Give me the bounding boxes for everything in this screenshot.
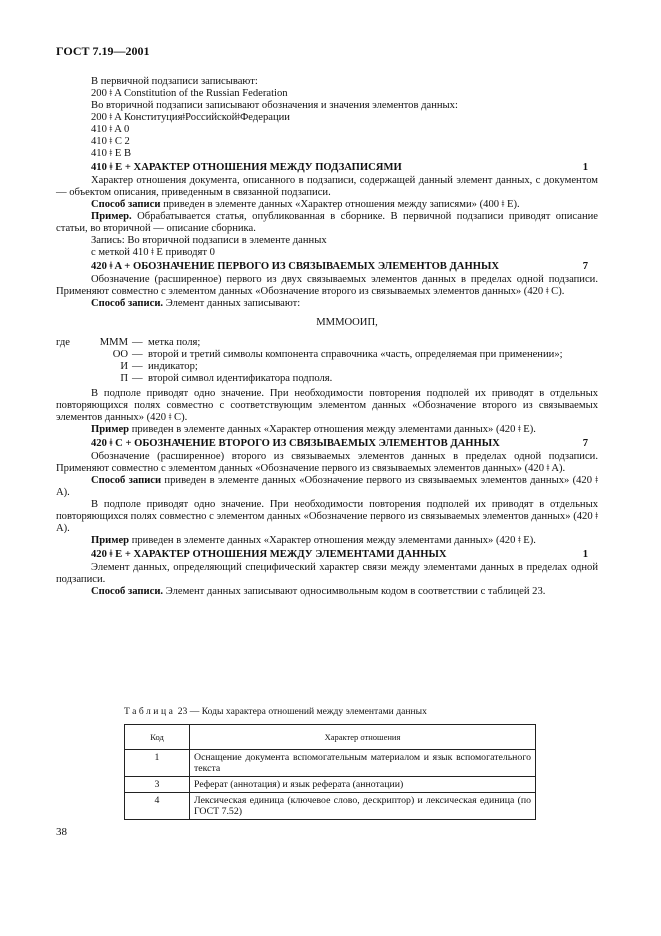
heading-text: 420 ǂ E + ХАРАКТЕР ОТНОШЕНИЯ МЕЖДУ ЭЛЕМЕНТАМИ ДАННЫХ (91, 549, 447, 560)
paragraph: Обозначение (расширенное) второго из связываемых элементов данных в пределах одной подзаписи. Применяют совместно с элементом данных «Обозначение первого из связываемых элементов данных» (420 ǂ A). (56, 451, 598, 474)
legend-row: где МММ — метка поля; (56, 337, 201, 348)
paragraph: Пример приведен в элементе данных «Характер отношения между элементами данных» (420 ǂ E). (91, 535, 536, 546)
text-line: 200 ǂ A КонституцияǂРоссийскойǂФедерации (91, 112, 290, 123)
heading-number: 1 (582, 162, 588, 173)
heading-number: 1 (582, 549, 588, 560)
label: Способ записи (91, 199, 161, 210)
paragraph: Элемент данных, определяющий специфический характер связи между элементами данных в пределах одной подзаписи. (56, 562, 598, 585)
heading-text: 420 ǂ A + ОБОЗНАЧЕНИЕ ПЕРВОГО ИЗ СВЯЗЫВАЕМЫХ ЭЛЕМЕНТОВ ДАННЫХ (91, 261, 499, 272)
table-cell-text: Реферат (аннотация) и язык реферата (аннотации) (190, 777, 536, 793)
table-caption (124, 706, 427, 717)
document-body (56, 76, 598, 598)
column-header-relation: Характер отношения (190, 725, 536, 750)
paragraph: Способ записи. Элемент данных записывают односимвольным кодом в соответствии с таблицей 23. (91, 586, 546, 597)
paragraph: Способ записи. Элемент данных записывают: (91, 298, 301, 309)
paragraph: В подполе приводят одно значение. При необходимости повторения подполей их приводят в отдельных повторяющихся полях совместно с элементом данных «Обозначение первого из связываемых элементов данных» (420 ǂ A). (56, 499, 598, 534)
text-line: В первичной подзаписи записывают: (91, 76, 258, 87)
codes-table (124, 724, 536, 820)
table-header-row (125, 725, 536, 750)
table-cell-text: Лексическая единица (ключевое слово, дескриптор) и лексическая единица (по ГОСТ 7.52) (190, 793, 536, 820)
label: Пример (91, 424, 130, 435)
table-cell-code: 1 (125, 750, 190, 777)
paragraph: Пример. Обрабатывается статья, опубликованная в сборнике. В первичной подзаписи приводят описание статьи, во вторичной — описание сборника. (56, 211, 598, 234)
paragraph: В подполе приводят одно значение. При необходимости повторения подполей их приводят в отдельных повторяющихся полях совместно с соответствующим элементом данных «Обозначение второго из связываемых элементов данных» (420 ǂ C). (56, 388, 598, 423)
caption-word: Таблица (124, 706, 176, 717)
section-heading (56, 549, 598, 561)
table-row (125, 750, 536, 777)
table-row (125, 777, 536, 793)
heading-number: 7 (582, 261, 588, 272)
caption-text: 23 — Коды характера отношений между элементами данных (175, 706, 427, 717)
label: Способ записи (91, 475, 162, 486)
paragraph: Способ записи приведен в элементе данных «Обозначение первого из связываемых элементов данных» (420 ǂ A). (56, 475, 598, 498)
text-line: Во вторичной подзаписи записывают обозначения и значения элементов данных: (91, 100, 458, 111)
heading-text: 420 ǂ C + ОБОЗНАЧЕНИЕ ВТОРОГО ИЗ СВЯЗЫВАЕМЫХ ЭЛЕМЕНТОВ ДАННЫХ (91, 438, 500, 449)
legend-row: П — второй символ идентификатора подполя. (120, 373, 333, 384)
label: Способ записи. (91, 298, 164, 309)
section-heading (56, 162, 598, 174)
text-line: 410 ǂ E B (91, 148, 132, 159)
label: Пример (91, 535, 130, 546)
column-header-code: Код (125, 725, 190, 750)
paragraph: Характер отношения документа, описанного в подзаписи, содержащей данный элемент данных, с документом — объектом описания, приведенным в связанной подзаписи. (56, 175, 598, 198)
legend (56, 337, 598, 385)
section-heading (56, 438, 598, 450)
label: Способ записи. (91, 586, 164, 597)
heading-number: 7 (582, 438, 588, 449)
text-line: 410 ǂ C 2 (91, 136, 130, 147)
paragraph: Пример приведен в элементе данных «Характер отношения между элементами данных» (420 ǂ E). (91, 424, 536, 435)
table-row (125, 793, 536, 820)
table-cell-text: Оснащение документа вспомогательным материалом и язык вспомогательного текста (190, 750, 536, 777)
label: Пример. (91, 211, 132, 222)
formula: МММООИП, (316, 317, 378, 328)
heading-text: 410 ǂ E + ХАРАКТЕР ОТНОШЕНИЯ МЕЖДУ ПОДЗАПИСЯМИ (91, 162, 402, 173)
document-header: ГОСТ 7.19—2001 (56, 44, 150, 58)
table-cell-code: 4 (125, 793, 190, 820)
paragraph: Обозначение (расширенное) первого из двух связываемых элементов данных в пределах одной подзаписи. Применяют совместно с элементом данных «Обозначение второго из связываемых элементов данных» (420 ǂ C). (56, 274, 598, 297)
text-line: с меткой 410 ǂ E приводят 0 (91, 247, 215, 258)
paragraph: Способ записи приведен в элементе данных «Характер отношения между записями» (400 ǂ E). (91, 199, 520, 210)
legend-row: ОО — второй и третий символы компонента справочника «часть, определяемая при применении»; (112, 349, 563, 360)
table-cell-code: 3 (125, 777, 190, 793)
section-heading (56, 261, 598, 273)
text-line: Запись: Во вторичной подзаписи в элементе данных (91, 235, 327, 246)
legend-row: И — индикатор; (120, 361, 198, 372)
text-line: 200 ǂ A Constitution of the Russian Federation (91, 88, 288, 99)
text-line: 410 ǂ A 0 (91, 124, 130, 135)
page-number: 38 (56, 826, 67, 838)
